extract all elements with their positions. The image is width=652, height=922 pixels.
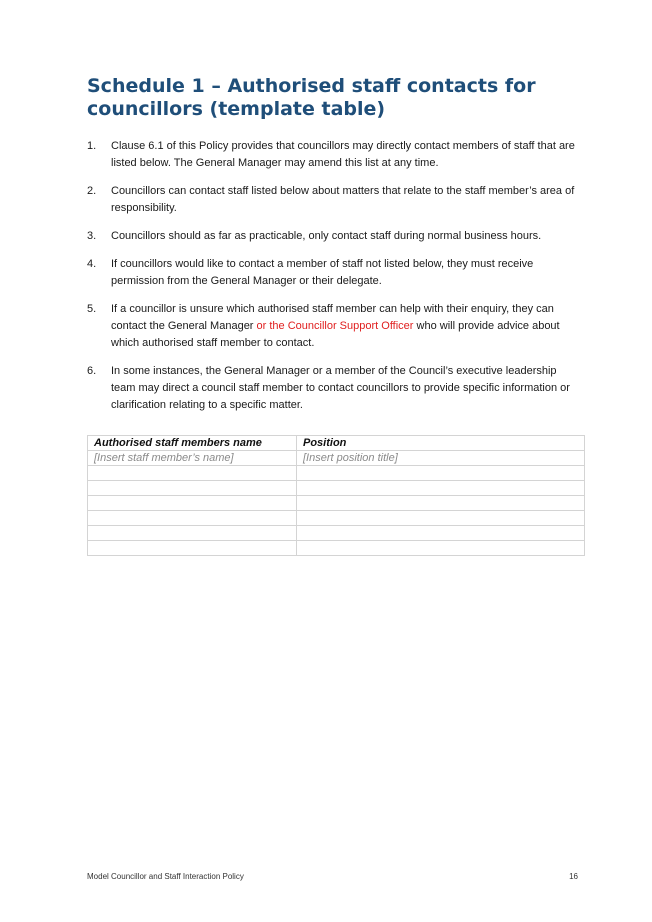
list-item-text: In some instances, the General Manager or a member of the Council’s executive leadership team may direct a council staff member to contact councillors to provide specific information or clarification relating to a specific matter.: [111, 365, 570, 411]
table-cell: [297, 496, 585, 511]
list-item-number: 4.: [87, 258, 97, 270]
policy-clause-list: [87, 138, 579, 425]
list-item-text: Councillors should as far as practicable, only contact staff during normal business hours.: [111, 230, 542, 242]
table-cell: [297, 511, 585, 526]
table-row: [88, 481, 585, 496]
name-placeholder-cell: [Insert staff member’s name]: [88, 451, 297, 466]
list-item-text-start: If a councillor is unsure which authorised staff member can help with their enquiry, they can contact the General Manager: [111, 303, 554, 332]
list-item-number: 2.: [87, 185, 97, 197]
table-row: [88, 541, 585, 556]
list-item: [87, 363, 579, 414]
table-cell: [297, 541, 585, 556]
table-cell: [88, 541, 297, 556]
list-item-text-end: who will provide advice about which authorised staff member to contact.: [111, 320, 560, 349]
position-placeholder-cell: [Insert position title]: [297, 451, 585, 466]
list-item-number: 1.: [87, 140, 97, 152]
table-row: [88, 511, 585, 526]
list-item-number: 3.: [87, 230, 97, 242]
table-header-row: [88, 436, 585, 451]
table-row: [88, 496, 585, 511]
table-cell: [88, 481, 297, 496]
highlighted-text: or the Councillor Support Officer: [256, 320, 414, 332]
header-name: Authorised staff members name: [88, 436, 297, 451]
list-item: [87, 228, 579, 245]
list-item: [87, 183, 579, 217]
list-item-text: Councillors can contact staff listed below about matters that relate to the staff member’s area of responsibility.: [111, 185, 575, 214]
table-row: [88, 451, 585, 466]
table-cell: [297, 466, 585, 481]
list-item-text: If councillors would like to contact a member of staff not listed below, they must receive permission from the General Manager or their delegate.: [111, 258, 534, 287]
list-item: [87, 256, 579, 290]
table-cell: [297, 481, 585, 496]
table-cell: [297, 526, 585, 541]
staff-contacts-table: [87, 435, 585, 556]
table-row: [88, 466, 585, 481]
list-item-number: 5.: [87, 303, 97, 315]
table-cell: [88, 511, 297, 526]
footer-document-name: Model Councillor and Staff Interaction Policy: [87, 872, 244, 881]
list-item-text: Clause 6.1 of this Policy provides that councillors may directly contact members of staff that are listed below. The General Manager may amend this list at any time.: [111, 140, 575, 169]
table-cell: [88, 526, 297, 541]
list-item-text: [111, 303, 560, 349]
table-row: [88, 526, 585, 541]
list-item: [87, 301, 579, 352]
footer-page-number: 16: [569, 872, 578, 881]
table-cell: [88, 466, 297, 481]
table-cell: [88, 496, 297, 511]
list-item-number: 6.: [87, 365, 97, 377]
list-item: [87, 138, 579, 172]
header-position: Position: [297, 436, 585, 451]
page-title: Schedule 1 – Authorised staff contacts for councillors (template table): [87, 75, 536, 120]
